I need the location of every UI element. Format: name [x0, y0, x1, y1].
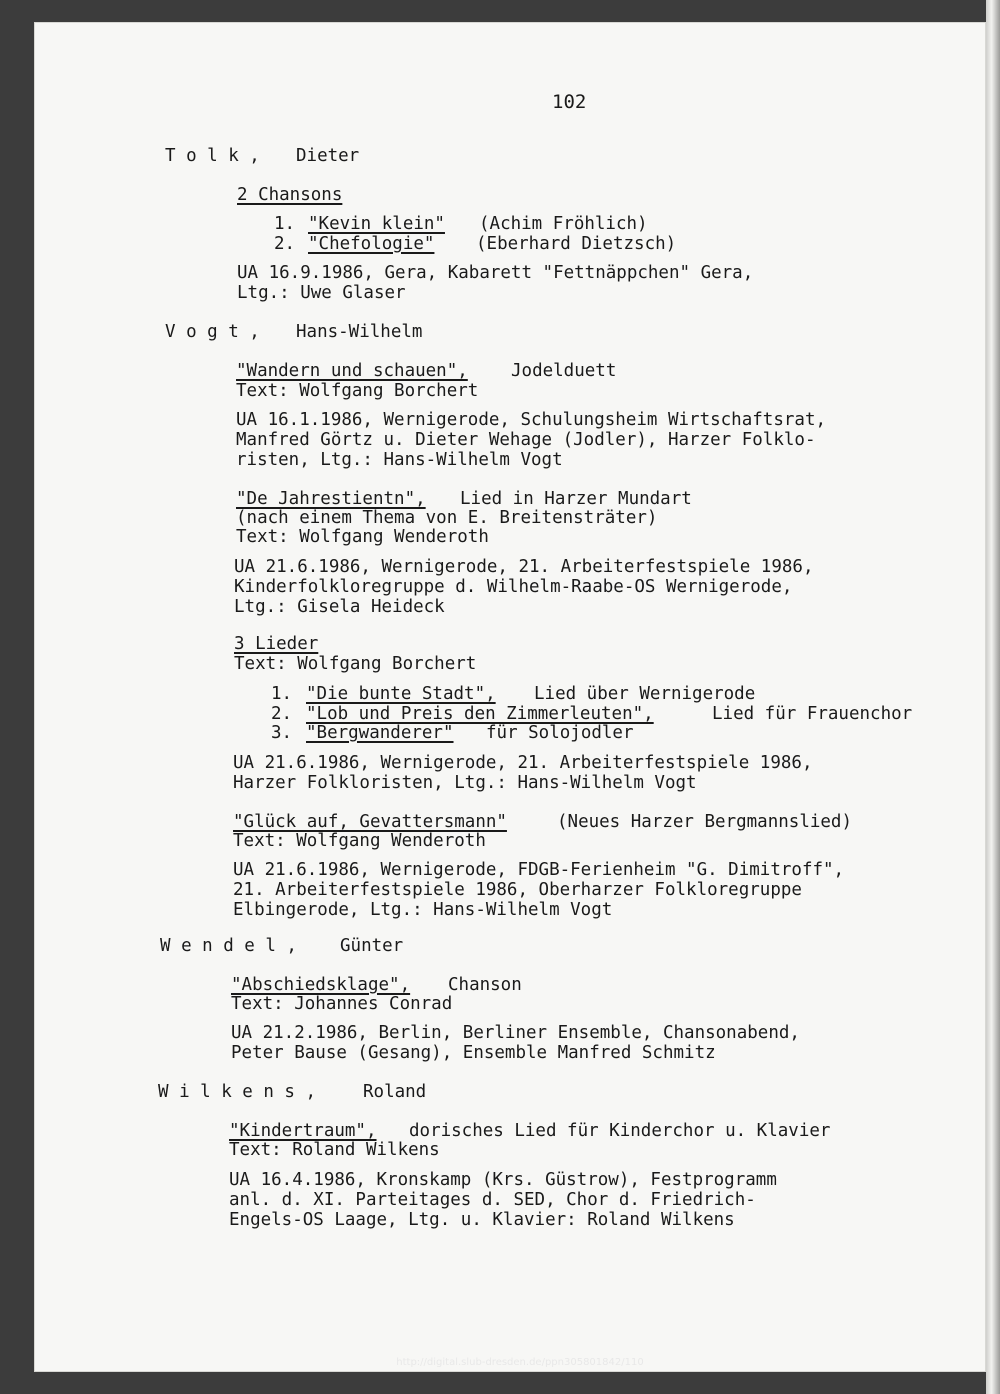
item-note: Lied über Wernigerode — [534, 684, 756, 704]
performance-line: Ltg.: Uwe Glaser — [237, 283, 406, 303]
item-title: "Kevin klein" — [308, 214, 445, 234]
work-title: "Wandern und schauen", — [236, 361, 468, 381]
work-subtitle: Chanson — [448, 975, 522, 995]
item-note: (Achim Fröhlich) — [479, 214, 648, 234]
text-credit: Text: Wolfgang Wenderoth — [236, 527, 489, 547]
work-extra: (nach einem Thema von E. Breitensträter) — [236, 508, 658, 528]
performance-line: UA 21.6.1986, Wernigerode, FDGB-Ferienheim "G. Dimitroff", — [233, 860, 845, 880]
composer-first-name: Hans-Wilhelm — [296, 322, 423, 342]
composer-first-name: Roland — [363, 1082, 427, 1102]
item-number: 1. — [274, 214, 296, 234]
item-title: "Bergwanderer" — [306, 723, 454, 743]
book-edge — [986, 0, 1000, 1394]
performance-line: UA 16.9.1986, Gera, Kabarett "Fettnäppchen" Gera, — [237, 263, 754, 283]
work-title: 3 Lieder — [234, 634, 319, 654]
item-note: (Eberhard Dietzsch) — [476, 234, 677, 254]
text-credit: Text: Johannes Conrad — [231, 994, 453, 1014]
performance-line: Manfred Görtz u. Dieter Wehage (Jodler), Harzer Folklo- — [236, 430, 816, 450]
performance-line: Kinderfolkloregruppe d. Wilhelm-Raabe-OS Wernigerode, — [234, 577, 793, 597]
item-number: 2. — [274, 234, 296, 254]
item-title: "Die bunte Stadt", — [306, 684, 496, 704]
work-subtitle: dorisches Lied für Kinderchor u. Klavier — [409, 1121, 831, 1141]
composer-first-name: Dieter — [296, 146, 360, 166]
item-title: "Lob und Preis den Zimmerleuten", — [306, 704, 654, 724]
performance-line: Elbingerode, Ltg.: Hans-Wilhelm Vogt — [233, 900, 613, 920]
performance-line: UA 21.2.1986, Berlin, Berliner Ensemble, Chansonabend, — [231, 1023, 800, 1043]
composer-surname: W e n d e l , — [160, 936, 297, 956]
performance-line: UA 21.6.1986, Wernigerode, 21. Arbeiterfestspiele 1986, — [234, 557, 814, 577]
work-title: 2 Chansons — [237, 185, 343, 205]
page-number: 102 — [552, 91, 587, 113]
text-credit: Text: Wolfgang Borchert — [236, 381, 479, 401]
text-credit: Text: Roland Wilkens — [229, 1140, 440, 1160]
performance-line: UA 21.6.1986, Wernigerode, 21. Arbeiterfestspiele 1986, — [233, 753, 813, 773]
work-title: "Abschiedsklage", — [231, 975, 411, 995]
item-note: Lied für Frauenchor — [712, 704, 913, 724]
work-title: "Kindertraum", — [229, 1121, 377, 1141]
work-subtitle: Jodelduett — [511, 361, 617, 381]
composer-surname: T o l k , — [165, 146, 260, 166]
work-title: "Glück auf, Gevattersmann" — [233, 812, 507, 832]
source-url[interactable]: http://digital.slub-dresden.de/ppn305801842/110 — [396, 1357, 644, 1368]
performance-line: anl. d. XI. Parteitages d. SED, Chor d. Friedrich- — [229, 1190, 756, 1210]
performance-line: risten, Ltg.: Hans-Wilhelm Vogt — [236, 450, 563, 470]
performance-line: Ltg.: Gisela Heideck — [234, 597, 445, 617]
item-number: 1. — [271, 684, 293, 704]
work-title: "De Jahrestientn", — [236, 489, 426, 509]
text-credit: Text: Wolfgang Wenderoth — [233, 831, 486, 851]
performance-line: UA 16.1.1986, Wernigerode, Schulungsheim Wirtschaftsrat, — [236, 410, 827, 430]
performance-line: 21. Arbeiterfestspiele 1986, Oberharzer Folkloregruppe — [233, 880, 802, 900]
composer-surname: W i l k e n s , — [158, 1082, 317, 1102]
performance-line: Harzer Folkloristen, Ltg.: Hans-Wilhelm Vogt — [233, 773, 697, 793]
item-number: 3. — [271, 723, 293, 743]
performance-line: Engels-OS Laage, Ltg. u. Klavier: Roland Wilkens — [229, 1210, 735, 1230]
performance-line: UA 16.4.1986, Kronskamp (Krs. Güstrow), Festprogramm — [229, 1170, 777, 1190]
composer-first-name: Günter — [340, 936, 404, 956]
text-credit: Text: Wolfgang Borchert — [234, 654, 477, 674]
item-number: 2. — [271, 704, 293, 724]
performance-line: Peter Bause (Gesang), Ensemble Manfred Schmitz — [231, 1043, 716, 1063]
work-subtitle: (Neues Harzer Bergmannslied) — [557, 812, 853, 832]
item-note: für Solojodler — [486, 723, 634, 743]
composer-surname: V o g t , — [165, 322, 260, 342]
item-title: "Chefologie" — [308, 234, 435, 254]
work-subtitle: Lied in Harzer Mundart — [460, 489, 692, 509]
